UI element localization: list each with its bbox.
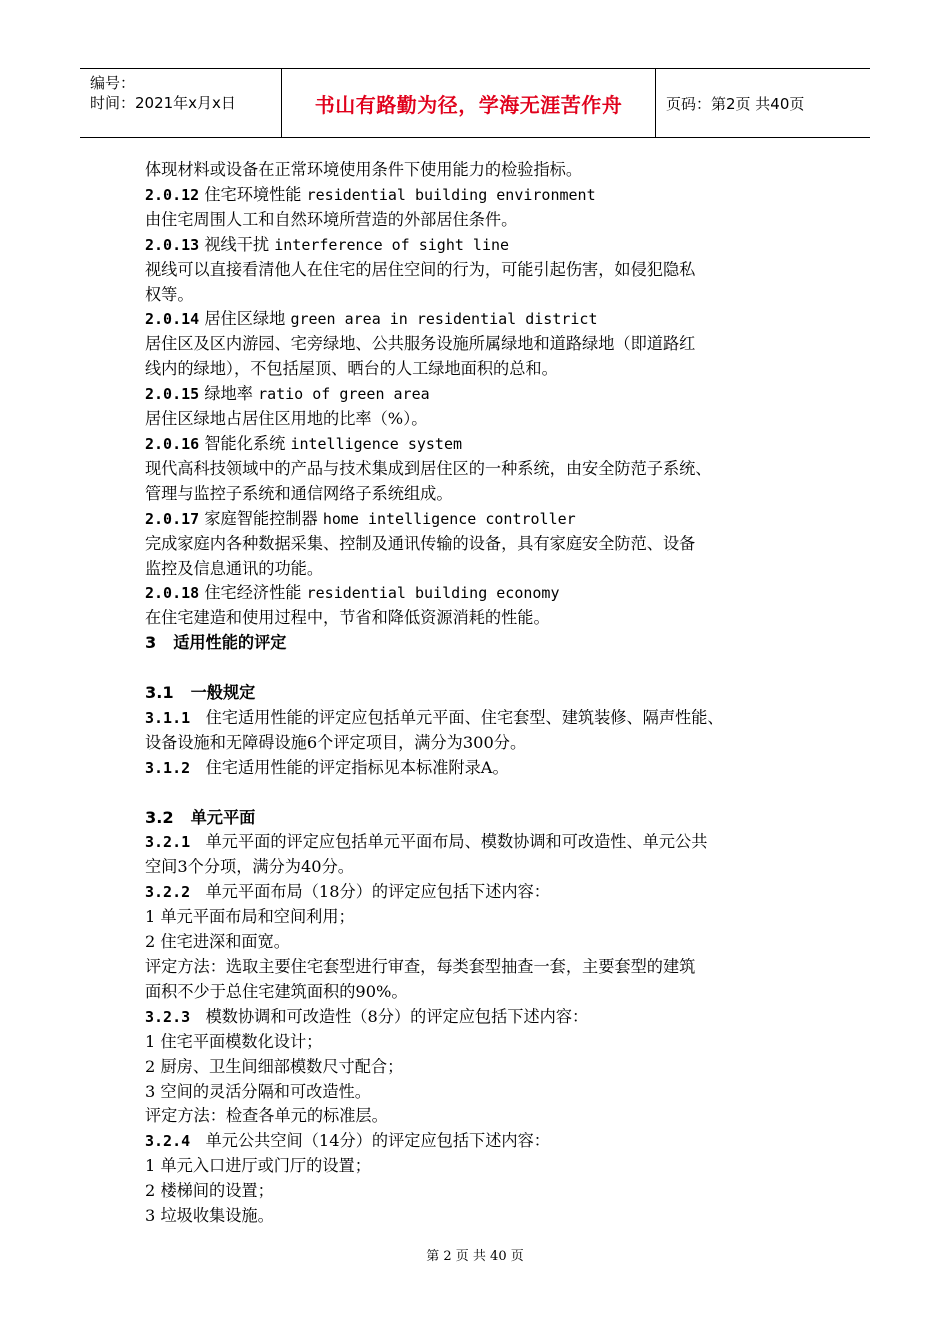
body-text: 权等。 bbox=[145, 284, 194, 304]
body-text: 1 单元平面布局和空间利用； bbox=[145, 907, 355, 927]
clause-line bbox=[145, 756, 825, 781]
term-number: 2.0.12 bbox=[145, 185, 200, 204]
term-number: 2.0.18 bbox=[145, 584, 200, 603]
body-text-line bbox=[145, 332, 825, 357]
term-definition-heading bbox=[145, 307, 825, 332]
body-text-line bbox=[145, 905, 825, 930]
body-text: 现代高科技领域中的产品与技术集成到居住区的一种系统，由安全防范子系统、 bbox=[145, 458, 712, 478]
body-text-line bbox=[145, 980, 825, 1005]
body-text-line bbox=[145, 1055, 825, 1080]
page-header bbox=[80, 68, 870, 138]
body-text: 设备设施和无障碍设施6个评定项目，满分为300分。 bbox=[145, 732, 527, 752]
body-text: 2 楼梯间的设置； bbox=[145, 1181, 274, 1201]
body-text-line bbox=[145, 357, 825, 382]
section-heading bbox=[145, 806, 825, 831]
body-text: 空间3个分项，满分为40分。 bbox=[145, 857, 354, 877]
body-text: 由住宅周围人工和自然环境所营造的外部居住条件。 bbox=[145, 209, 518, 229]
term-number: 2.0.15 bbox=[145, 385, 200, 404]
term-number: 2.0.17 bbox=[145, 509, 200, 528]
term-chinese: 住宅经济性能 bbox=[204, 583, 302, 603]
body-text-line bbox=[145, 1204, 825, 1229]
clause-line bbox=[145, 880, 825, 905]
term-chinese: 居住区绿地 bbox=[204, 309, 286, 329]
document-date: 时间：2021年x月x日 bbox=[90, 94, 236, 112]
body-text: 3 空间的灵活分隔和可改造性。 bbox=[145, 1081, 371, 1101]
term-english: green area in residential district bbox=[290, 310, 598, 329]
term-definition-heading bbox=[145, 233, 825, 258]
term-english: intelligence system bbox=[290, 434, 463, 453]
blank-line bbox=[145, 781, 825, 806]
body-text: 居住区绿地占居住区用地的比率（%）。 bbox=[145, 409, 428, 429]
body-text-line bbox=[145, 1080, 825, 1105]
term-chinese: 智能化系统 bbox=[204, 433, 286, 453]
clause-number: 3.1.1 bbox=[145, 708, 191, 727]
body-text: 评定方法：选取主要住宅套型进行审查，每类套型抽查一套，主要套型的建筑 bbox=[145, 956, 696, 976]
term-definition-heading bbox=[145, 432, 825, 457]
section-heading bbox=[145, 681, 825, 706]
body-text: 1 单元入口进厅或门厅的设置； bbox=[145, 1156, 371, 1176]
body-text-line bbox=[145, 855, 825, 880]
document-body bbox=[145, 158, 825, 1229]
clause-text: 模数协调和可改造性（8分）的评定应包括下述内容： bbox=[205, 1006, 589, 1026]
term-definition-heading bbox=[145, 183, 825, 208]
term-chinese: 住宅环境性能 bbox=[204, 184, 302, 204]
clause-text: 住宅适用性能的评定指标见本标准附录A。 bbox=[205, 757, 509, 777]
body-text: 在住宅建造和使用过程中，节省和降低资源消耗的性能。 bbox=[145, 608, 550, 628]
term-definition-heading bbox=[145, 382, 825, 407]
term-chinese: 绿地率 bbox=[204, 384, 253, 404]
header-motto: 书山有路勤为径，学海无涯苦作舟 bbox=[282, 69, 656, 137]
clause-line bbox=[145, 706, 825, 731]
body-text-line bbox=[145, 482, 825, 507]
body-text-line bbox=[145, 557, 825, 582]
clause-number: 3.2.2 bbox=[145, 883, 191, 902]
body-text: 监控及信息通讯的功能。 bbox=[145, 558, 324, 578]
body-text-line bbox=[145, 457, 825, 482]
body-text-line bbox=[145, 731, 825, 756]
body-text-line bbox=[145, 606, 825, 631]
body-text: 2 住宅进深和面宽。 bbox=[145, 932, 290, 952]
section-title: 单元平面 bbox=[190, 807, 256, 827]
body-text: 2 厨房、卫生间细部模数尺寸配合； bbox=[145, 1056, 404, 1076]
header-meta bbox=[80, 69, 282, 137]
body-text-line bbox=[145, 208, 825, 233]
section-heading bbox=[145, 631, 825, 656]
term-number: 2.0.14 bbox=[145, 310, 200, 329]
body-text: 管理与监控子系统和通信网络子系统组成。 bbox=[145, 483, 453, 503]
page-footer: 第 2 页 共 40 页 bbox=[426, 1249, 524, 1264]
body-text-line bbox=[145, 283, 825, 308]
term-english: ratio of green area bbox=[258, 385, 430, 404]
section-number: 3 bbox=[145, 633, 157, 653]
section-title: 适用性能的评定 bbox=[173, 633, 287, 653]
clause-text: 单元平面的评定应包括单元平面布局、模数协调和可改造性、单元公共 bbox=[205, 832, 708, 852]
term-english: interference of sight line bbox=[274, 235, 510, 254]
clause-number: 3.2.3 bbox=[145, 1007, 191, 1026]
term-number: 2.0.13 bbox=[145, 235, 200, 254]
body-text-line bbox=[145, 532, 825, 557]
body-text: 完成家庭内各种数据采集、控制及通讯传输的设备，具有家庭安全防范、设备 bbox=[145, 533, 696, 553]
body-text-line bbox=[145, 158, 825, 183]
clause-number: 3.2.1 bbox=[145, 833, 191, 852]
term-definition-heading bbox=[145, 581, 825, 606]
term-chinese: 视线干扰 bbox=[204, 234, 270, 254]
clause-number: 3.1.2 bbox=[145, 758, 191, 777]
term-english: residential building economy bbox=[306, 584, 560, 603]
clause-text: 单元平面布局（18分）的评定应包括下述内容： bbox=[205, 882, 550, 902]
term-definition-heading bbox=[145, 507, 825, 532]
body-text: 面积不少于总住宅建筑面积的90%。 bbox=[145, 981, 408, 1001]
clause-number: 3.2.4 bbox=[145, 1132, 191, 1151]
term-chinese: 家庭智能控制器 bbox=[204, 508, 318, 528]
body-text: 视线可以直接看清他人在住宅的居住空间的行为，可能引起伤害，如侵犯隐私 bbox=[145, 259, 696, 279]
body-text: 居住区及区内游园、宅旁绿地、公共服务设施所属绿地和道路绿地（即道路红 bbox=[145, 334, 696, 354]
clause-line bbox=[145, 830, 825, 855]
header-page-info: 页码：第2页 共40页 bbox=[666, 94, 805, 113]
blank-line bbox=[145, 656, 825, 681]
body-text: 线内的绿地），不包括屋顶、晒台的人工绿地面积的总和。 bbox=[145, 359, 558, 379]
body-text-line bbox=[145, 258, 825, 283]
term-english: residential building environment bbox=[306, 185, 596, 204]
clause-text: 单元公共空间（14分）的评定应包括下述内容： bbox=[205, 1131, 550, 1151]
body-text-line bbox=[145, 955, 825, 980]
term-english: home intelligence controller bbox=[322, 509, 576, 528]
body-text: 评定方法：检查各单元的标准层。 bbox=[145, 1106, 388, 1126]
body-text-line bbox=[145, 1030, 825, 1055]
clause-line bbox=[145, 1005, 825, 1030]
body-text-line bbox=[145, 407, 825, 432]
term-number: 2.0.16 bbox=[145, 434, 200, 453]
body-text-line bbox=[145, 1179, 825, 1204]
body-text-line bbox=[145, 1104, 825, 1129]
body-text: 体现材料或设备在正常环境使用条件下使用能力的检验指标。 bbox=[145, 160, 583, 179]
section-title: 一般规定 bbox=[190, 683, 256, 703]
clause-line bbox=[145, 1129, 825, 1154]
body-text: 3 垃圾收集设施。 bbox=[145, 1206, 274, 1226]
document-number-label: 编号： bbox=[90, 74, 136, 92]
body-text: 1 住宅平面模数化设计； bbox=[145, 1031, 323, 1051]
body-text-line bbox=[145, 1154, 825, 1179]
body-text-line bbox=[145, 930, 825, 955]
clause-text: 住宅适用性能的评定应包括单元平面、住宅套型、建筑装修、隔声性能、 bbox=[205, 707, 724, 727]
section-number: 3.2 bbox=[145, 807, 174, 827]
section-number: 3.1 bbox=[145, 683, 174, 703]
